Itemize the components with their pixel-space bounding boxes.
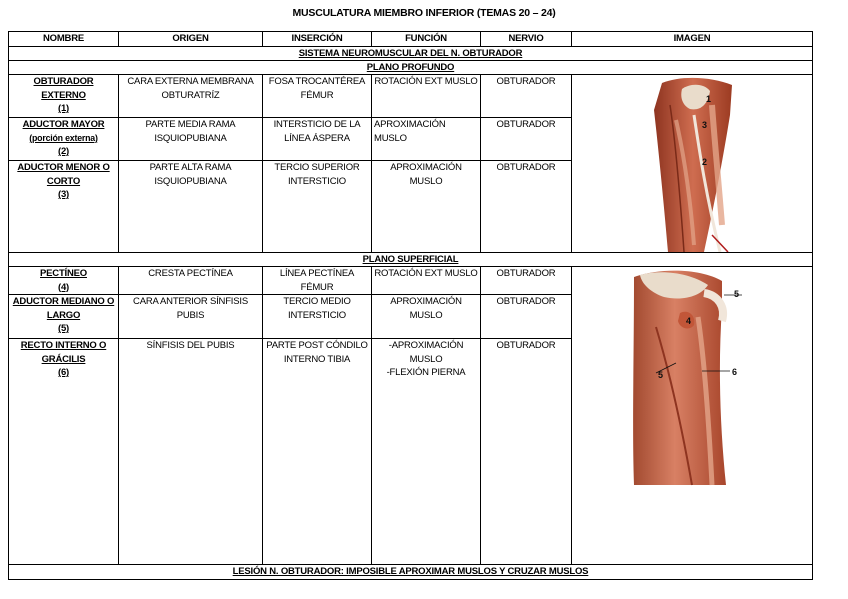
funcion-cell: APROXIMACIÓN MUSLO	[372, 295, 481, 339]
table-row	[9, 267, 813, 295]
muscle-number: (2)	[57, 146, 69, 157]
image-label-3: 3	[702, 120, 707, 130]
image-label-5-top: 5	[734, 289, 739, 299]
image-label-6: 6	[732, 367, 737, 377]
insercion-cell: TERCIO SUPERIOR INTERSTICIO	[263, 161, 372, 253]
muscle-number: (6)	[57, 367, 69, 378]
insercion-cell: LÍNEA PECTÍNEA FÉMUR	[263, 267, 372, 295]
footer-note: LESIÓN N. OBTURADOR: IMPOSIBLE APROXIMAR MUSLOS Y CRUZAR MUSLOS	[9, 565, 813, 580]
col-header-origen: ORIGEN	[119, 32, 263, 47]
muscle-name-cell	[9, 118, 119, 161]
superficial-plane-title: PLANO SUPERFICIAL	[9, 253, 813, 267]
muscle-name: ADUCTOR MENOR O CORTO	[17, 162, 110, 187]
muscle-number: (1)	[57, 103, 69, 114]
superficial-plane-anatomy-illustration	[572, 267, 813, 489]
deep-plane-title-row	[9, 61, 813, 75]
insercion-cell: FOSA TROCANTÉREA FÉMUR	[263, 75, 372, 118]
nervio-cell: OBTURADOR	[481, 339, 572, 565]
insercion-cell: INTERSTICIO DE LA LÍNEA ÁSPERA	[263, 118, 372, 161]
muscle-number: (3)	[57, 189, 69, 200]
muscle-name: ADUCTOR MEDIANO O LARGO	[12, 296, 115, 321]
funcion-cell: APROXIMACIÓN MUSLO	[372, 161, 481, 253]
muscle-name: PECTÍNEO	[40, 268, 87, 279]
nervio-cell: OBTURADOR	[481, 267, 572, 295]
muscle-name-cell	[9, 295, 119, 339]
nervio-cell: OBTURADOR	[481, 295, 572, 339]
image-label-5-bottom: 5	[658, 370, 663, 380]
origen-cell: CARA EXTERNA MEMBRANA OBTURATRÍZ	[119, 75, 263, 118]
origen-cell: PARTE ALTA RAMA ISQUIOPUBIANA	[119, 161, 263, 253]
document-title: MUSCULATURA MIEMBRO INFERIOR (TEMAS 20 – 24)	[292, 7, 556, 19]
col-header-insercion: INSERCIÓN	[263, 32, 372, 47]
image-label-1: 1	[706, 94, 711, 104]
muscle-number: (5)	[57, 323, 69, 334]
funcion-cell: -APROXIMACIÓN MUSLO -FLEXIÓN PIERNA	[372, 339, 481, 565]
table-row	[9, 75, 813, 118]
deep-plane-anatomy-illustration	[572, 75, 813, 252]
header-row	[9, 32, 813, 47]
superficial-plane-title-row	[9, 253, 813, 267]
nervio-cell: OBTURADOR	[481, 75, 572, 118]
col-header-nervio: NERVIO	[481, 32, 572, 47]
image-label-4: 4	[686, 316, 691, 326]
origen-cell: SÍNFISIS DEL PUBIS	[119, 339, 263, 565]
muscle-name-cell	[9, 267, 119, 295]
footer-row	[9, 565, 813, 580]
insercion-cell: PARTE POST CÓNDILO INTERNO TIBIA	[263, 339, 372, 565]
insercion-cell: TERCIO MEDIO INTERSTICIO	[263, 295, 372, 339]
col-header-nombre: NOMBRE	[9, 32, 119, 47]
system-title: SISTEMA NEUROMUSCULAR DEL N. OBTURADOR	[9, 47, 813, 61]
muscle-table	[8, 31, 813, 580]
origen-cell: CRESTA PECTÍNEA	[119, 267, 263, 295]
deep-plane-image-cell	[572, 75, 813, 253]
muscle-name: OBTURADOR EXTERNO	[33, 76, 94, 101]
superficial-plane-image-cell	[572, 267, 813, 565]
muscle-name-cell	[9, 75, 119, 118]
muscle-name-cell	[9, 339, 119, 565]
funcion-cell: ROTACIÓN EXT MUSLO	[372, 267, 481, 295]
col-header-funcion: FUNCIÓN	[372, 32, 481, 47]
system-title-row	[9, 47, 813, 61]
funcion-cell: APROXIMACIÓN MUSLO	[372, 118, 481, 161]
muscle-number: (4)	[57, 281, 69, 293]
muscle-name-cell	[9, 161, 119, 253]
nervio-cell: OBTURADOR	[481, 118, 572, 161]
muscle-name: RECTO INTERNO O GRÁCILIS	[20, 340, 107, 365]
funcion-cell: ROTACIÓN EXT MUSLO	[372, 75, 481, 118]
origen-cell: PARTE MEDIA RAMA ISQUIOPUBIANA	[119, 118, 263, 161]
origen-cell: CARA ANTERIOR SÍNFISIS PUBIS	[119, 295, 263, 339]
muscle-name: ADUCTOR MAYOR	[22, 119, 105, 130]
col-header-imagen: IMAGEN	[572, 32, 813, 47]
nervio-cell: OBTURADOR	[481, 161, 572, 253]
muscle-subtitle: (porción externa)	[29, 132, 98, 143]
deep-plane-title: PLANO PROFUNDO	[9, 61, 813, 75]
image-label-2: 2	[702, 157, 707, 167]
